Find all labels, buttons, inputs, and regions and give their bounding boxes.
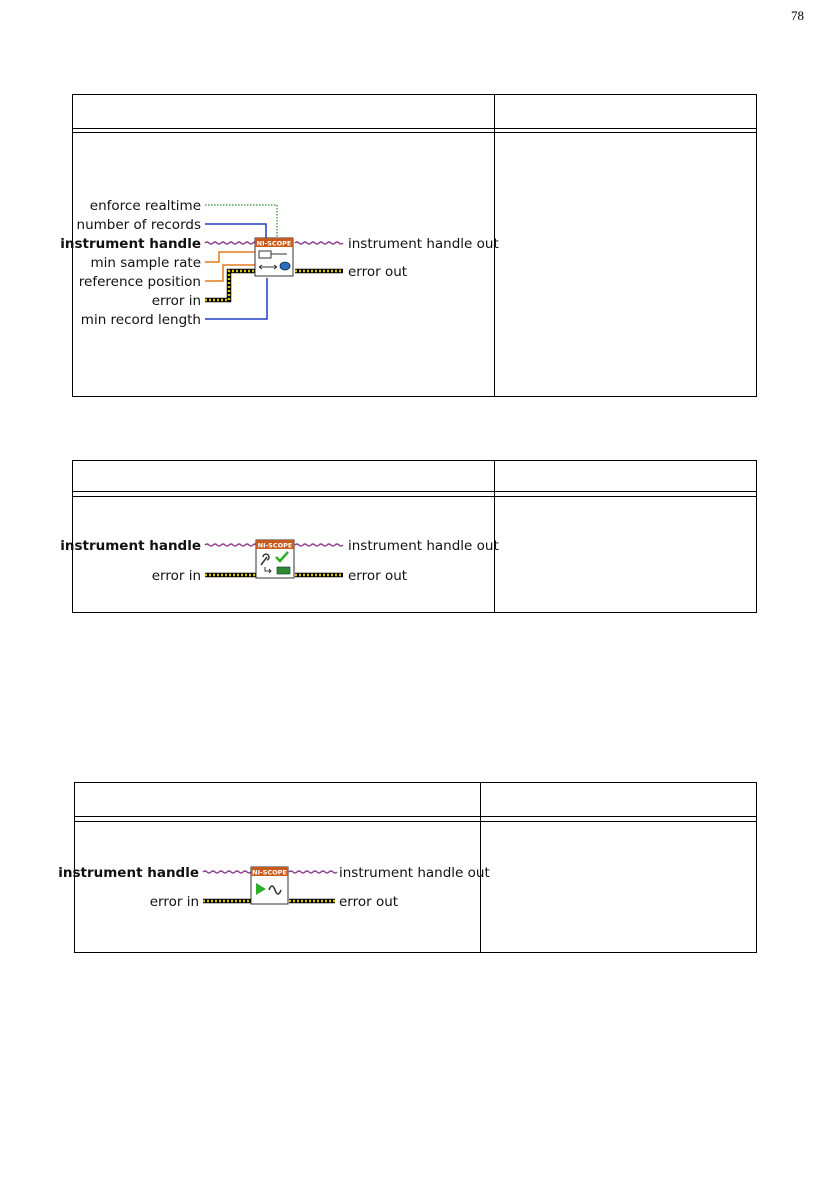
- page-number: 78: [791, 8, 804, 23]
- ni-scope-badge: NI-SCOPE: [252, 868, 287, 877]
- terminal-label-error-out: error out: [348, 264, 408, 280]
- terminal-label-enforce-realtime: enforce realtime: [89, 198, 201, 214]
- terminal-label-instrument-handle: instrument handle: [60, 236, 201, 252]
- connector-table-initiate: [58, 782, 757, 953]
- terminal-label-instrument-handle-out: instrument handle out: [339, 865, 490, 881]
- terminal-label-instrument-handle-out: instrument handle out: [348, 538, 499, 554]
- terminal-label-min-record-length: min record length: [80, 312, 201, 328]
- terminal-label-error-out: error out: [348, 568, 408, 584]
- terminal-label-number-of-records: number of records: [76, 217, 201, 233]
- terminal-label-error-in: error in: [151, 568, 201, 584]
- connector-table-configure-horizontal: [60, 94, 757, 397]
- terminal-label-instrument-handle-out: instrument handle out: [348, 236, 499, 252]
- terminal-label-instrument-handle: instrument handle: [60, 538, 201, 554]
- vi-icon-initiate: [251, 867, 288, 904]
- connector-table-commit: [60, 460, 757, 613]
- connector-pane-diagram: [58, 783, 758, 954]
- terminal-label-reference-position: reference position: [78, 274, 201, 290]
- vi-icon-commit: [256, 540, 294, 578]
- connector-pane-diagram: [60, 461, 758, 614]
- terminal-label-error-in: error in: [151, 293, 201, 309]
- terminal-label-instrument-handle: instrument handle: [58, 865, 199, 881]
- vi-icon-configure-horizontal: [255, 238, 293, 276]
- connector-pane-diagram: [60, 95, 758, 398]
- ni-scope-badge: NI-SCOPE: [257, 541, 293, 550]
- terminal-label-error-in: error in: [149, 894, 199, 910]
- ni-scope-badge: NI-SCOPE: [256, 239, 292, 248]
- terminal-label-min-sample-rate: min sample rate: [90, 255, 201, 271]
- terminal-label-error-out: error out: [339, 894, 399, 910]
